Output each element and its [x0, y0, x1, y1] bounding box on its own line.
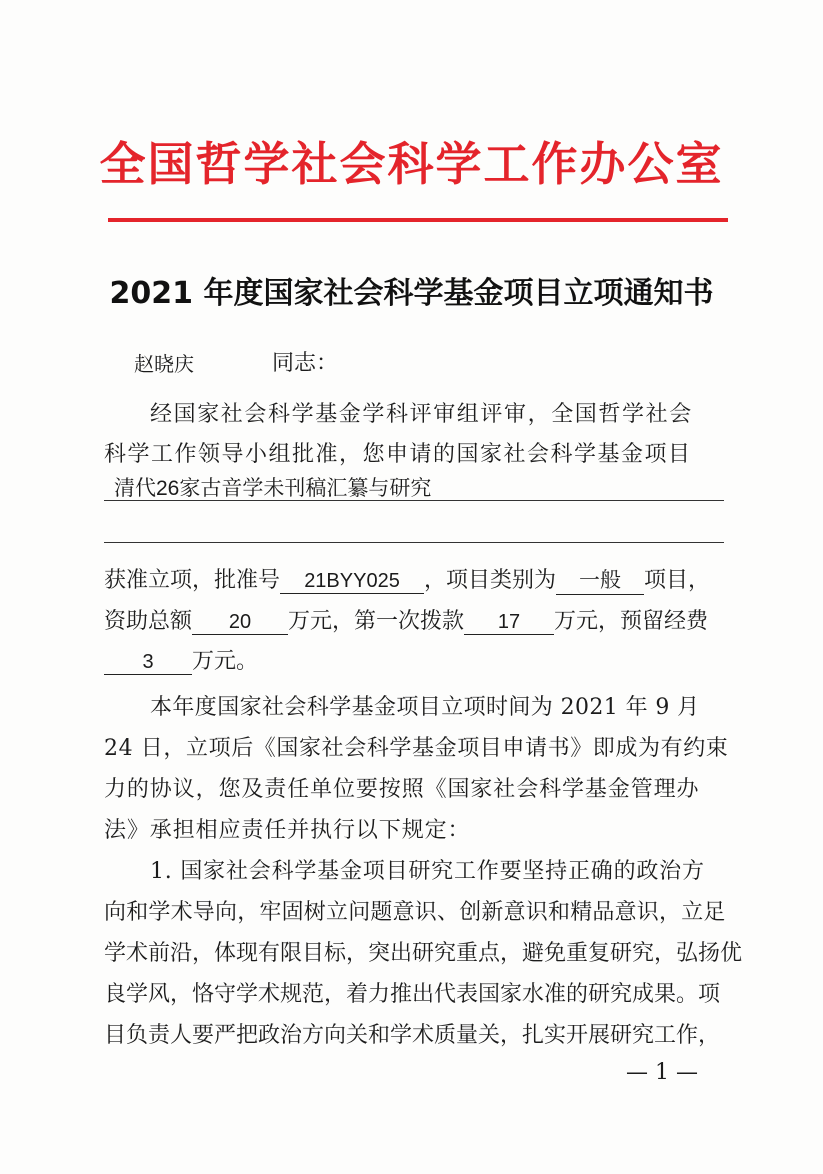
page-number: — 1 — [626, 1060, 698, 1085]
header-red-rule [108, 218, 728, 222]
paragraph-3-line-5: 目负责人要严把政治方向关和学术质量关，扎实开展研究工作， [104, 1023, 721, 1048]
salutation-suffix: 同志： [272, 351, 339, 376]
reserved-funds-suffix: 万元。 [192, 649, 259, 674]
approval-number: 21BYY025 [280, 570, 424, 594]
approval-number-label: 获准立项，批准号 [104, 568, 281, 593]
approval-line-2 [104, 604, 708, 635]
paragraph-3-line-3: 学术前沿，体现有限目标，突出研究重点，避免重复研究，弘扬优 [104, 941, 743, 966]
approval-line-3 [104, 644, 258, 675]
paragraph-3-line-2: 向和学术导向，牢固树立问题意识、创新意识和精品意识，立足 [104, 900, 726, 925]
total-funding: 20 [192, 611, 288, 635]
project-title-rule-1 [104, 500, 724, 501]
first-payment-label: 万元，第一次拨款 [288, 609, 465, 634]
project-title: 清代26家古音学未刊稿汇纂与研究 [114, 477, 432, 500]
reserved-funds: 3 [104, 651, 192, 675]
issuing-office-header: 全国哲学社会科学工作办公室 [99, 137, 724, 191]
project-category: 一般 [556, 564, 644, 595]
paragraph-3-line-1: 1. 国家社会科学基金项目研究工作要坚持正确的政治方 [150, 859, 705, 884]
paragraph-2-line-3: 力的协议，您及责任单位要按照《国家社会科学基金管理办 [104, 777, 700, 802]
project-title-rule-2 [104, 542, 724, 543]
document-title: 2021 年度国家社会科学基金项目立项通知书 [109, 276, 714, 311]
approval-line-1 [104, 563, 710, 595]
paragraph-2-line-4: 法》承担相应责任并执行以下规定： [104, 818, 471, 843]
reserved-funds-label: 万元，预留经费 [554, 609, 709, 634]
category-label: ，项目类别为 [424, 568, 557, 593]
paragraph-3-line-4: 良学风，恪守学术规范，着力推出代表国家水准的研究成果。项 [104, 982, 721, 1007]
first-payment: 17 [464, 611, 554, 635]
paragraph-1-line-1: 经国家社会科学基金学科评审组评审，全国哲学社会 [150, 402, 693, 427]
paragraph-1-line-2: 科学工作领导小组批准，您申请的国家社会科学基金项目 [104, 442, 692, 467]
paragraph-2-line-1: 本年度国家社会科学基金项目立项时间为 2021 年 9 月 [150, 695, 700, 720]
recipient-name: 赵晓庆 [134, 354, 194, 376]
category-suffix: 项目， [644, 568, 711, 593]
paragraph-2-line-2: 24 日，立项后《国家社会科学基金项目申请书》即成为有约束 [104, 736, 729, 761]
total-funding-label: 资助总额 [104, 609, 193, 634]
